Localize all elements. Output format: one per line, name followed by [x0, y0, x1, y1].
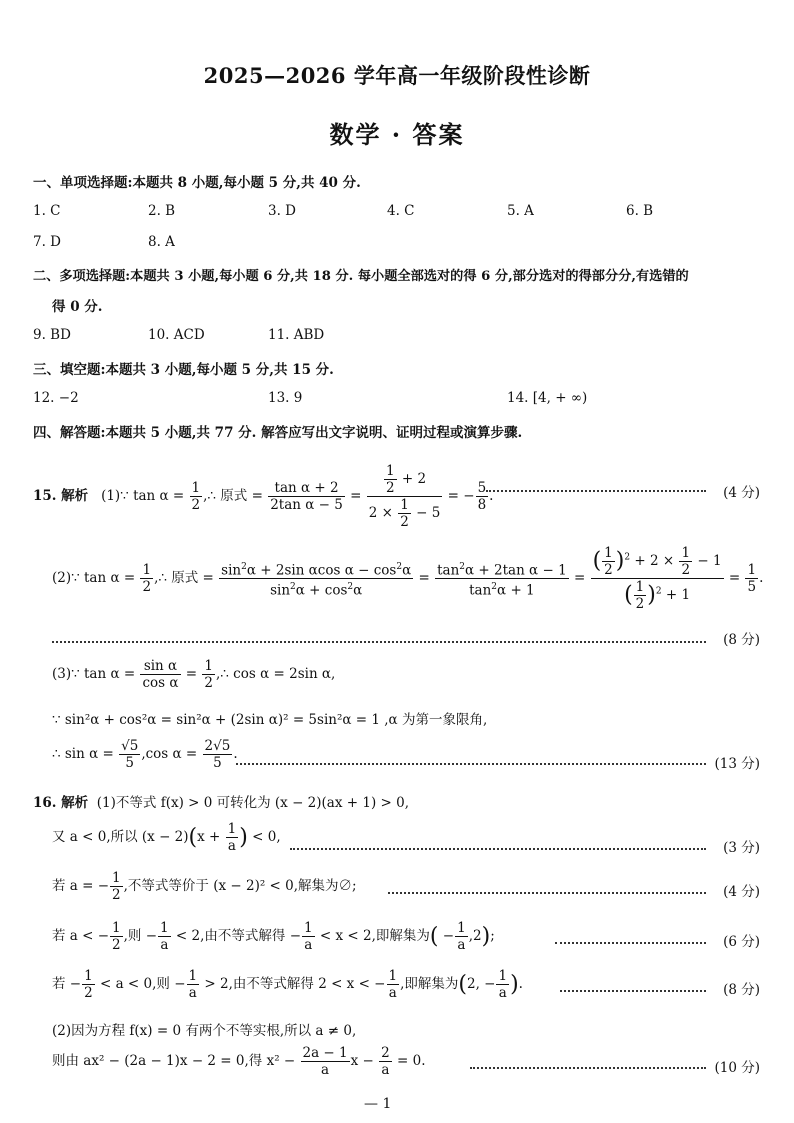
q16-score-l5: (8 分): [723, 982, 760, 998]
answer-7: 7. D: [33, 234, 61, 250]
q16-line1: 16. 解析 (1)不等式 f(x) > 0 可转化为 (x − 2)(ax + 1) > 0,: [33, 795, 409, 811]
dot-leader: [560, 990, 706, 992]
q16-score-l7: (10 分): [714, 1060, 760, 1076]
dot-leader: [470, 1067, 706, 1069]
dot-leader: [236, 763, 706, 765]
answer-1: 1. C: [33, 203, 61, 219]
q15-part3-line3: ∴ sin α = $\frac{√5}{5}$ ,cos α = $\frac{2√5}{5}$ .: [52, 738, 238, 771]
page-subtitle: 数学 · 答案: [329, 120, 465, 149]
answer-10: 10. ACD: [148, 327, 205, 343]
page-number: — 1: [364, 1096, 392, 1112]
answer-12: 12. −2: [33, 390, 79, 406]
answer-9: 9. BD: [33, 327, 71, 343]
answer-2: 2. B: [148, 203, 176, 219]
answer-3: 3. D: [268, 203, 296, 219]
q15-part1: 15. 解析 (1)∵ tan α = $\frac{1}{2}$ ,∴ 原式 = $\frac{\text{tan α + 2}}{\text{2tan α − 5}}$ = $\frac{1}{2}$ + 2 2 × $\frac{1}{2}$ − 5 = − $\frac{5}{8}$ .: [33, 463, 494, 530]
q16-label: 16. 解析: [33, 795, 89, 811]
q15-score-2: (8 分): [723, 632, 760, 648]
q15-label: 15. 解析: [33, 488, 89, 504]
answer-8: 8. A: [148, 234, 175, 250]
q16-score-l4: (6 分): [723, 934, 760, 950]
answer-4: 4. C: [387, 203, 415, 219]
q16-score-l2: (3 分): [723, 840, 760, 856]
q15-score-3: (13 分): [714, 756, 760, 772]
q15-part3: (3)∵ tan α = $\frac{\text{sin α}}{\text{cos α}}$ = $\frac{1}{2}$ ,∴ cos α = 2sin α,: [52, 658, 336, 691]
answer-5: 5. A: [507, 203, 534, 219]
q16-line3: 若 a = − $\frac{1}{2}$ ,不等式等价于 (x − 2)² < 0,解集为∅;: [52, 870, 357, 903]
dot-leader: [555, 942, 706, 944]
answer-14: 14. [4, + ∞): [507, 390, 588, 406]
dot-leader: [290, 848, 706, 850]
answer-6: 6. B: [626, 203, 654, 219]
page-title: 2025—2026 学年高一年级阶段性诊断: [203, 63, 591, 88]
q16-line2: 又 a < 0,所以 (x − 2)(x + $\frac{1}{a}$ ) < 0,: [52, 821, 281, 854]
q16-line4: 若 a < − $\frac{1}{2}$ ,则 − $\frac{1}{a}$ < 2,由不等式解得 − $\frac{1}{a}$ < x < 2,即解集为( − $\frac{1}{a}$ ,2);: [52, 920, 495, 953]
q15-part3-line2: ∵ sin²α + cos²α = sin²α + (2sin α)² = 5sin²α = 1 ,α 为第一象限角,: [52, 712, 488, 728]
answer-11: 11. ABD: [268, 327, 325, 343]
answer-13: 13. 9: [268, 390, 303, 406]
q16-line6: (2)因为方程 f(x) = 0 有两个不等实根,所以 a ≠ 0,: [52, 1023, 357, 1039]
q15-score-1: (4 分): [723, 485, 760, 501]
dot-leader: [486, 490, 706, 492]
dot-leader: [388, 892, 706, 894]
section4-heading: 四、解答题:本题共 5 小题,共 77 分. 解答应写出文字说明、证明过程或演算步骤.: [33, 425, 523, 441]
section2-heading-cont: 得 0 分.: [52, 299, 103, 315]
section3-heading: 三、填空题:本题共 3 小题,每小题 5 分,共 15 分.: [33, 362, 334, 378]
q16-line7: 则由 ax² − (2a − 1)x − 2 = 0,得 x² − $\frac{2a - 1}{a}$ x − $\frac{2}{a}$ = 0.: [52, 1045, 426, 1078]
q15-part2: (2)∵ tan α = $\frac{1}{2}$ ,∴ 原式 = $\frac{\sin^2\alpha + 2\sin \alpha\cos \alpha - \cos^2\alpha}{\sin^2\alpha + \cos^2\alpha}$ = $\frac{\tan^2\alpha + 2\tan \alpha - 1}{\tan^2\alpha + 1}$ = ( $\frac{1}{2}$ )$^2$ + 2 × $\frac{1}{2}$ − 1 ( $\frac{1}{2}$ )$^2$ + 1 = $\frac{1}{5}$ .: [52, 545, 764, 612]
q16-score-l3: (4 分): [723, 884, 760, 900]
q16-line5: 若 − $\frac{1}{2}$ < a < 0,则 − $\frac{1}{a}$ > 2,由不等式解得 2 < x < − $\frac{1}{a}$ ,即解集为(2, − $\frac{1}{a}$ ).: [52, 968, 523, 1001]
section2-heading: 二、多项选择题:本题共 3 小题,每小题 6 分,共 18 分. 每小题全部选对的得 6 分,部分选对的得部分分,有选错的: [33, 269, 689, 284]
dot-leader: [52, 641, 706, 643]
section1-heading: 一、单项选择题:本题共 8 小题,每小题 5 分,共 40 分.: [33, 175, 361, 191]
